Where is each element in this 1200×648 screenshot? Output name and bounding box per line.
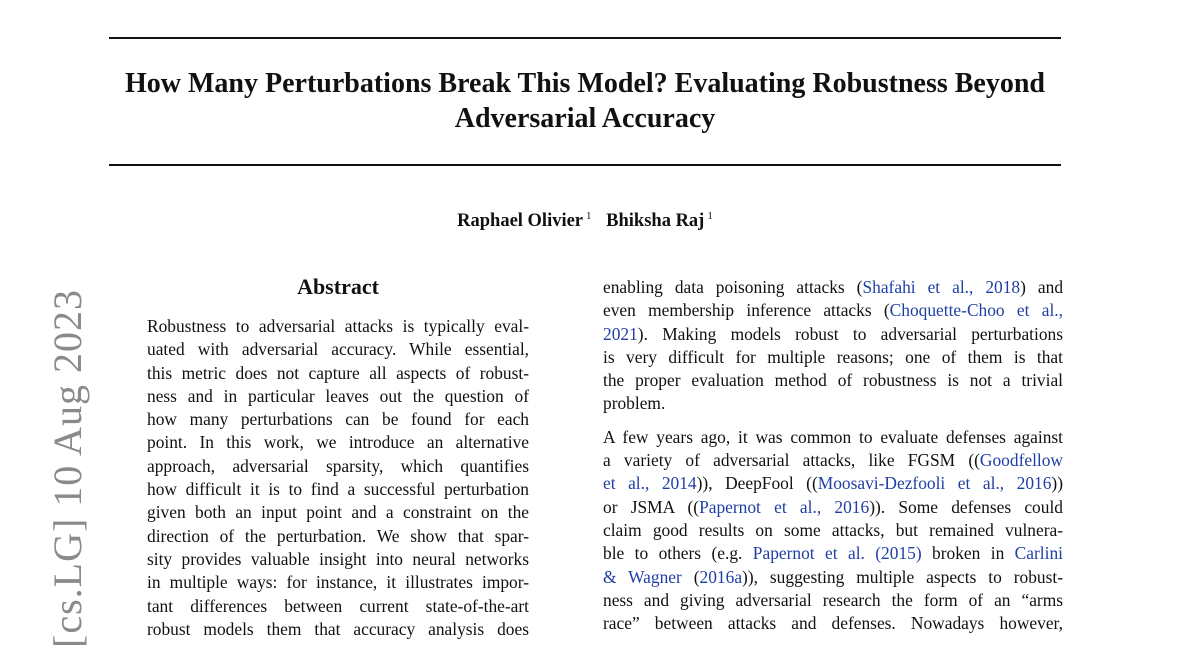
- body-line: or JSMA ((Papernot et al., 2016)). Some defenses could: [603, 496, 1063, 517]
- abstract-line: sity provides valuable insight into neural networks: [147, 548, 529, 569]
- body-line: the proper evaluation method of robustness is not a trivial: [603, 370, 1063, 391]
- abstract-heading: Abstract: [297, 274, 379, 299]
- body-line: race” between attacks and defenses. Nowadays however,: [603, 613, 1063, 634]
- title-top-rule: [109, 37, 1061, 39]
- citation-link[interactable]: et al., 2014: [603, 473, 697, 494]
- author-1: [457, 211, 591, 231]
- abstract-line: direction of the perturbation. We show that spar-: [147, 525, 529, 546]
- citation-link[interactable]: 2021: [603, 323, 638, 344]
- citation-link[interactable]: Moosavi-Dezfooli et al., 2016: [817, 473, 1052, 494]
- citation-link[interactable]: Carlini: [1014, 543, 1063, 564]
- body-line: is very difficult for multiple reasons; one of them is that: [603, 346, 1063, 367]
- body-line: enabling data poisoning attacks (Shafahi et al., 2018) and: [603, 277, 1064, 297]
- paper-title: [109, 66, 1061, 136]
- body-line: ble to others (e.g. Papernot et al. (2015) broken in Carlini: [603, 543, 1063, 564]
- abstract-line: approach, adversarial sparsity, which quantifies: [147, 455, 529, 476]
- body-line: 2021). Making models robust to adversarial perturbations: [603, 323, 1063, 344]
- body-line: & Wagner (2016a)), suggesting multiple aspects to robust-: [603, 566, 1064, 587]
- abstract-body: [147, 315, 529, 641]
- abstract-line: this metric does not capture all aspects of robust-: [147, 362, 529, 383]
- body-line: problem.: [603, 393, 666, 414]
- author-2: [606, 211, 713, 231]
- title-bottom-rule: [109, 164, 1061, 166]
- body-line: et al., 2014)), DeepFool ((Moosavi-Dezfooli et al., 2016)): [603, 473, 1063, 494]
- abstract-line: Robustness to adversarial attacks is typically eval-: [147, 316, 529, 336]
- paragraph-2: [603, 426, 1063, 636]
- abstract-line: how difficult it is to find a successful perturbation: [147, 479, 529, 500]
- author-name: Bhiksha Raj: [606, 211, 705, 231]
- body-line: ness and giving adversarial research the form of an “arms: [603, 589, 1063, 610]
- body-line: claim good results on some attacks, but remained vulnera-: [603, 519, 1063, 540]
- abstract-line: in multiple ways: for instance, it illustrates impor-: [147, 572, 529, 593]
- citation-link[interactable]: Papernot et al., 2016: [699, 496, 870, 517]
- abstract-line: point. In this work, we introduce an alternative: [147, 432, 529, 453]
- abstract-line: uated with adversarial accuracy. While essential,: [147, 339, 529, 360]
- body-line: even membership inference attacks (Choquette-Choo et al.,: [603, 300, 1063, 321]
- citation-link[interactable]: Choquette-Choo et al.,: [889, 300, 1063, 321]
- title-line-2: Adversarial Accuracy: [454, 103, 716, 134]
- affiliation-mark: 1: [707, 210, 713, 222]
- intro-body: [603, 276, 1063, 635]
- author-name: Raphael Olivier: [457, 211, 584, 231]
- author-list: [0, 210, 1170, 232]
- citation-link[interactable]: 2016a: [699, 566, 743, 587]
- abstract-line: tant differences between current state-of-the-art: [147, 595, 529, 616]
- body-line: A few years ago, it was common to evaluate defenses against: [603, 426, 1063, 447]
- citation-link[interactable]: Goodfellow: [979, 450, 1063, 471]
- paragraph-1: [603, 276, 1063, 416]
- abstract-line: given both an input point and a constraint on the: [147, 502, 529, 523]
- abstract-line: how many perturbations can be found for each: [147, 409, 529, 430]
- citation-link[interactable]: Papernot et al. (2015): [752, 543, 922, 564]
- abstract-line: robust models them that accuracy analysis does: [147, 618, 529, 639]
- abstract-line: ness and in particular leaves out the question of: [147, 385, 529, 406]
- citation-link[interactable]: Shafahi et al., 2018: [862, 277, 1021, 297]
- title-line-1: How Many Perturbations Break This Model? Evaluating Robustness Beyond: [125, 68, 1045, 99]
- affiliation-mark: 1: [586, 210, 592, 222]
- body-line: a variety of adversarial attacks, like FGSM ((Goodfellow: [603, 450, 1063, 471]
- citation-link[interactable]: & Wagner: [603, 566, 682, 587]
- arxiv-stamp: [cs.LG] 10 Aug 2023: [45, 289, 90, 648]
